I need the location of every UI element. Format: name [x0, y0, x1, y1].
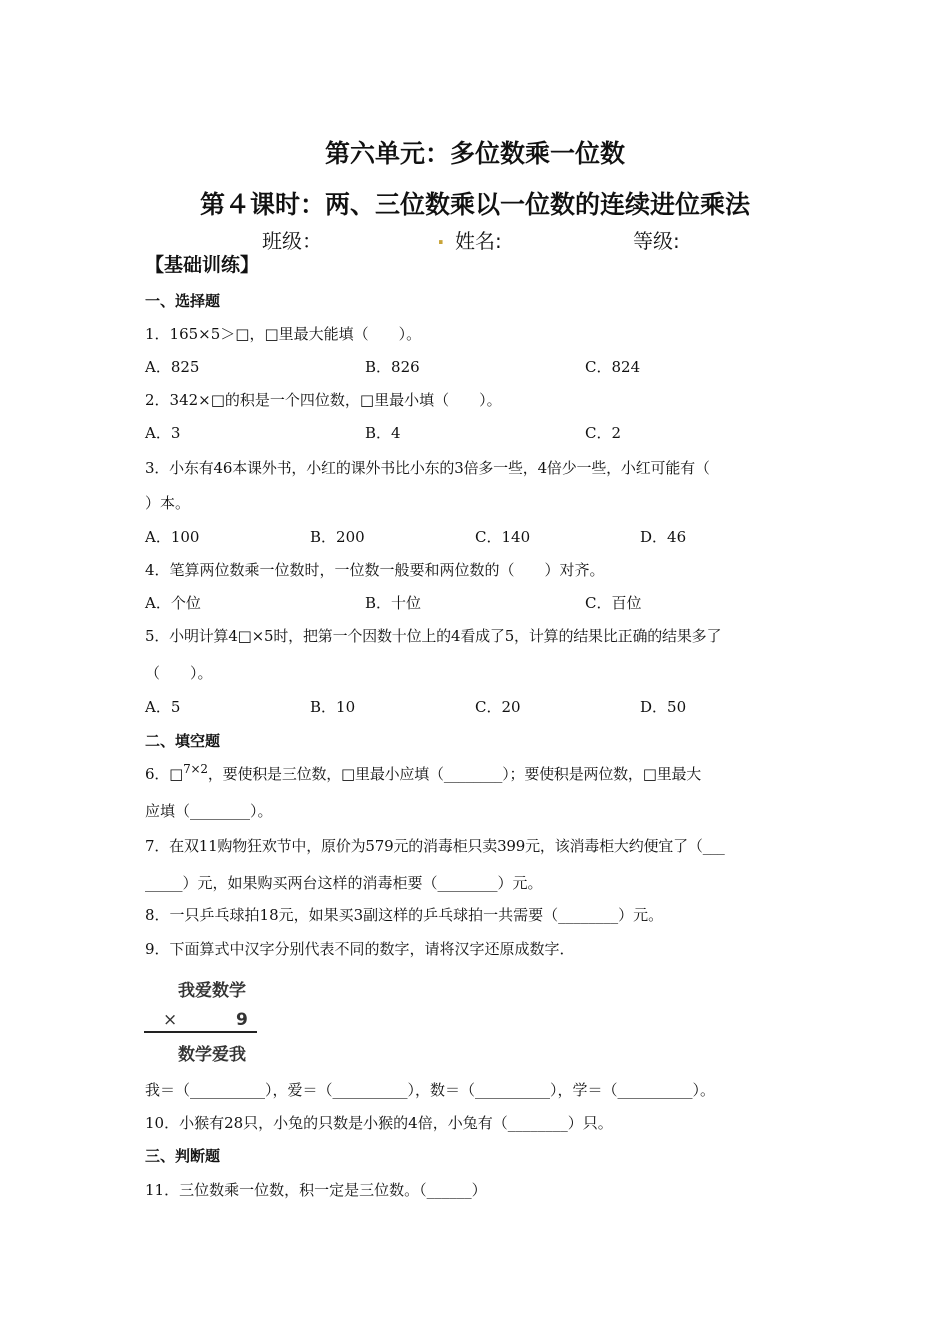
page-subtitle: 第４课时：两、三位数乘以一位数的连续进位乘法 — [199, 190, 750, 219]
q1-option-a: A．825 — [145, 358, 200, 376]
header-dot: . — [437, 225, 445, 249]
q9-figure-operator: × — [163, 1010, 178, 1030]
name-label: 姓名: — [455, 229, 502, 253]
q2-option-b: B．4 — [365, 424, 401, 442]
q4-option-a: A．个位 — [145, 594, 201, 612]
q6-superscript: 7×2 — [183, 762, 208, 776]
q5-option-c: C．20 — [475, 698, 521, 716]
question-5-line-2: （ ）。 — [145, 664, 213, 682]
q5-option-b: B．10 — [310, 698, 356, 716]
q9-figure-result: 数学爱我 — [178, 1045, 246, 1065]
question-6-line-2: 应填（________）。 — [145, 802, 273, 820]
q5-option-a: A．5 — [145, 698, 181, 716]
question-1: 1．165×5＞□，□里最大能填（ ）。 — [145, 325, 422, 343]
question-2: 2．342×□的积是一个四位数，□里最小填（ ）。 — [145, 391, 502, 409]
q6-rest: ，要使积是三位数，□里最小应填（________）；要使积是两位数，□里最大 — [207, 765, 702, 783]
q4-option-c: C．百位 — [585, 594, 642, 612]
q1-option-b: B．826 — [365, 358, 420, 376]
question-11: 11．三位数乘一位数，积一定是三位数。（______） — [145, 1181, 487, 1199]
q1-option-c: C．824 — [585, 358, 641, 376]
grade-label: 等级: — [633, 229, 680, 253]
section-judge: 三、判断题 — [145, 1147, 221, 1165]
question-9-answers: 我＝（__________），爱＝（__________），数＝（__________），学＝（__________）。 — [145, 1081, 716, 1099]
q5-option-d: D．50 — [640, 698, 687, 716]
question-8: 8．一只乒乓球拍18元，如果买3副这样的乒乓球拍一共需要（________）元。 — [145, 906, 664, 924]
question-10: 10．小猴有28只，小兔的只数是小猴的4倍，小兔有（________）只。 — [145, 1114, 613, 1132]
q9-figure-top: 我爱数学 — [178, 981, 246, 1001]
q4-option-b: B．十位 — [365, 594, 422, 612]
question-3-line-1: 3．小东有46本课外书，小红的课外书比小东的3倍多一些，4倍少一些，小红可能有（ — [145, 459, 710, 477]
q3-option-d: D．46 — [640, 528, 687, 546]
q6-prefix: 6．□ — [145, 765, 184, 783]
question-5-line-1: 5．小明计算4□×5时，把第一个因数十位上的4看成了5，计算的结果比正确的结果多了 — [145, 627, 722, 645]
q3-option-b: B．200 — [310, 528, 365, 546]
q2-option-a: A．3 — [145, 424, 181, 442]
q3-option-a: A．100 — [145, 528, 200, 546]
section-choice: 一、选择题 — [145, 292, 221, 310]
q9-figure-multiplier: 9 — [236, 1010, 248, 1030]
question-6-line-1 — [145, 763, 701, 784]
section-fill: 二、填空题 — [145, 732, 221, 750]
question-9: 9．下面算式中汉字分别代表不同的数字，请将汉字还原成数字． — [145, 940, 575, 958]
page-title: 第六单元：多位数乘一位数 — [324, 139, 625, 168]
question-7-line-2: _____）元，如果购买两台这样的消毒柜要（________）元。 — [145, 874, 543, 892]
q9-figure-rule — [144, 1031, 257, 1033]
class-label: 班级： — [262, 229, 322, 253]
question-3-line-2: ）本。 — [145, 494, 191, 512]
q2-option-c: C．2 — [585, 424, 622, 442]
q3-option-c: C．140 — [475, 528, 531, 546]
question-7-line-1: 7．在双11购物狂欢节中，原价为579元的消毒柜只卖399元，该消毒柜大约便宜了（___ — [145, 837, 725, 855]
training-label: 【基础训练】 — [145, 254, 260, 276]
question-4: 4．笔算两位数乘一位数时，一位数一般要和两位数的（ ）对齐。 — [145, 561, 605, 579]
